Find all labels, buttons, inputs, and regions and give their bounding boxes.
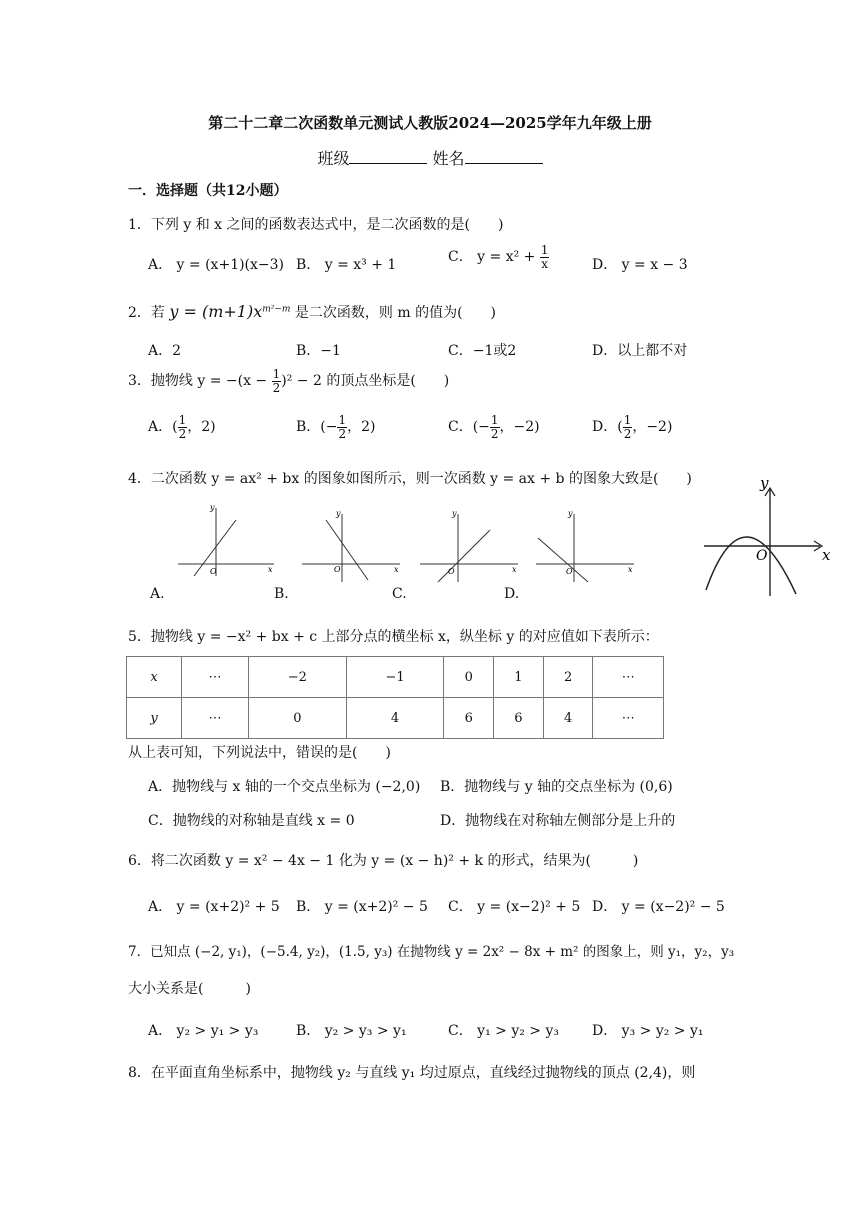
class-label: 班级	[317, 149, 350, 168]
svg-text:O: O	[566, 567, 573, 576]
question-1-stem: 1．下列 y 和 x 之间的函数表达式中，是二次函数的是( )	[128, 217, 504, 233]
q1-option-c-text: C． y = x² +	[448, 249, 540, 266]
question-8-stem: 8．在平面直角坐标系中，抛物线 y₂ 与直线 y₁ 均过原点，直线经过抛物线的顶点 (2,4)，则	[128, 1065, 696, 1081]
q2-option-c[interactable]: C．−1或2	[448, 343, 517, 359]
svg-text:O: O	[334, 565, 341, 574]
question-5-after: 从上表可知，下列说法中，错误的是( )	[128, 745, 391, 761]
section-heading: 一．选择题（共12小题）	[128, 183, 288, 199]
q4-option-d[interactable]: D.	[504, 586, 520, 602]
q5-option-a[interactable]: A．抛物线与 x 轴的一个交点坐标为 (−2,0)	[148, 779, 421, 795]
q5-option-b[interactable]: B．抛物线与 y 轴的交点坐标为 (0,6)	[440, 779, 673, 795]
q7-option-a[interactable]: A． y₂ > y₁ > y₃	[148, 1023, 259, 1039]
q4-option-c[interactable]: C.	[392, 586, 407, 602]
q3-option-b[interactable]: B．(− $\frac{1}{2}$ ，2)	[296, 413, 376, 441]
class-name-line	[0, 146, 860, 169]
class-blank[interactable]	[349, 149, 427, 164]
question-5-stem: 5．抛物线 y = −x² + bx + c 上部分点的横坐标 x，纵坐标 y 的对应值如下表所示：	[128, 629, 659, 645]
name-label: 姓名	[432, 149, 465, 168]
q1-option-b[interactable]: B． y = x³ + 1	[296, 257, 397, 273]
question-7-stem: 7．已知点 (−2, y₁)，(−5.4, y₂)，(1.5, y₃) 在抛物线 y = 2x² − 8x + m² 的图象上，则 y₁，y₂，y₃	[128, 944, 735, 960]
table-row-y: y ⋯ 0 4 6 6 4 ⋯	[127, 698, 664, 739]
q2-option-a[interactable]: A．2	[148, 343, 182, 359]
svg-text:x: x	[268, 565, 273, 574]
q2-option-b[interactable]: B．−1	[296, 343, 341, 359]
svg-text:O: O	[756, 548, 768, 564]
q6-option-a[interactable]: A． y = (x+2)² + 5	[148, 899, 280, 915]
q1-option-d[interactable]: D． y = x − 3	[592, 257, 688, 273]
question-6-stem: 6．将二次函数 y = x² − 4x − 1 化为 y = (x − h)² + k 的形式，结果为( )	[128, 853, 639, 869]
svg-text:y: y	[760, 474, 769, 492]
q5-option-c[interactable]: C．抛物线的对称轴是直线 x = 0	[148, 813, 355, 829]
question-3-stem: 3．抛物线 y = −(x − $\frac{1}{2}$ )² − 2 的顶点坐标是( )	[128, 367, 450, 395]
q3-option-c[interactable]: C．(− $\frac{1}{2}$ ，−2)	[448, 413, 540, 441]
q1-option-a[interactable]: A． y = (x+1)(x−3)	[148, 257, 285, 273]
q2-option-d[interactable]: D．以上都不对	[592, 343, 688, 359]
svg-text:y: y	[336, 509, 341, 518]
q3-option-a[interactable]: A．( $\frac{1}{2}$ ，2)	[148, 413, 216, 441]
svg-text:y: y	[452, 509, 457, 518]
svg-text:y: y	[568, 509, 573, 518]
name-blank[interactable]	[465, 149, 543, 164]
q5-option-d[interactable]: D．抛物线在对称轴左侧部分是上升的	[440, 813, 676, 829]
svg-text:O: O	[210, 567, 217, 576]
question-4-stem: 4．二次函数 y = ax² + bx 的图象如图所示，则一次函数 y = ax + b 的图象大致是( )	[128, 471, 692, 487]
q6-option-d[interactable]: D． y = (x−2)² − 5	[592, 899, 725, 915]
q6-option-c[interactable]: C． y = (x−2)² + 5	[448, 899, 581, 915]
q4-graph-d	[530, 508, 640, 584]
q6-option-b[interactable]: B． y = (x+2)² − 5	[296, 899, 428, 915]
values-table	[126, 656, 664, 739]
question-2-stem: 2．若 $y = (m+1)x^{m^2-m}$ 是二次函数，则 m 的值为( )	[128, 302, 497, 321]
q4-graph-c	[414, 508, 524, 584]
svg-text:O: O	[448, 567, 455, 576]
svg-text:y: y	[210, 503, 215, 512]
q4-graph-a	[170, 502, 280, 578]
q4-option-a[interactable]: A.	[150, 586, 165, 602]
q4-option-b[interactable]: B.	[274, 586, 289, 602]
q1-fraction: $\frac{1}{x}$	[540, 243, 549, 271]
question-7-stem-cont: 大小关系是( )	[128, 981, 251, 997]
svg-text:x: x	[822, 546, 831, 564]
page-title: 第二十二章二次函数单元测试人教版2024—2025学年九年级上册	[208, 114, 652, 132]
q7-option-c[interactable]: C． y₁ > y₂ > y₃	[448, 1023, 559, 1039]
svg-text:x: x	[394, 565, 399, 574]
svg-text:x: x	[628, 565, 633, 574]
q7-option-d[interactable]: D． y₃ > y₂ > y₁	[592, 1023, 704, 1039]
q4-parabola-graph	[700, 474, 836, 600]
q4-graph-b	[296, 508, 406, 584]
q7-option-b[interactable]: B． y₂ > y₃ > y₁	[296, 1023, 407, 1039]
svg-text:x: x	[512, 565, 517, 574]
table-row-x: x ⋯ −2 −1 0 1 2 ⋯	[127, 657, 664, 698]
q1-option-c[interactable]	[448, 244, 549, 270]
q3-option-d[interactable]: D．( $\frac{1}{2}$ ，−2)	[592, 413, 673, 441]
